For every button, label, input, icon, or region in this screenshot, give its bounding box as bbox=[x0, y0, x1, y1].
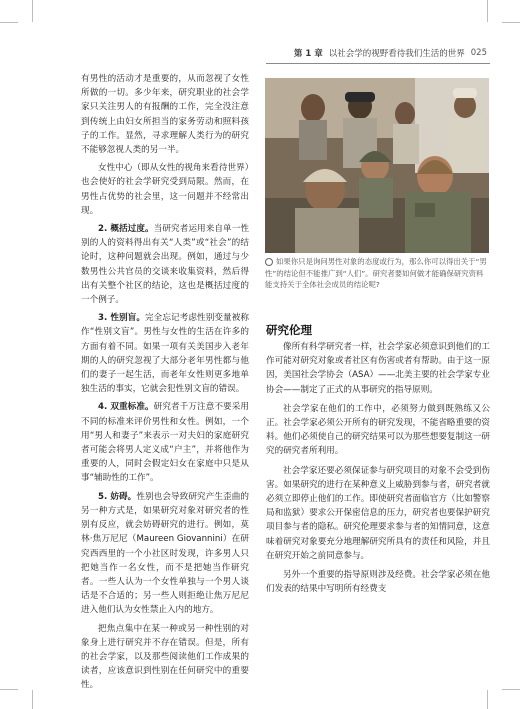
crop-mark bbox=[502, 22, 520, 23]
page-number: 025 bbox=[470, 48, 487, 58]
paragraph-text: 当研究者运用来自单一性别的人的资料得出有关“人类”或“社会”的结论时，这种问题就会出现。例如，通过与少数男性公共官员的交谈来收集资料，然后得出有关整个社区的结论，这也是概括过度的一个例子。 bbox=[81, 224, 249, 306]
crop-mark bbox=[487, 0, 488, 22]
paragraph: 像所有科学研究者一样，社会学家必须意识到他们的工作可能对研究对象或者社区有伤害或者有帮助。由于这一原因，美国社会学协会（ASA）——北美主要的社会学家专业协会——制定了正式的从事研究的指导原则。 bbox=[266, 342, 490, 395]
term-gender-blindness: 3. 性别盲。 bbox=[98, 313, 145, 324]
right-column bbox=[266, 340, 490, 601]
term-overgeneralization: 2. 概括过度。 bbox=[98, 224, 154, 235]
paragraph: 社会学家在他们的工作中，必须努力做到既熟练又公正。社会学家必须公开所有的研究发现，不能省略重要的资料。他们必须使自己的研究结果可以为那些想要复制这一研究的研究者所利用。 bbox=[266, 403, 490, 457]
caption-text: 如果你只是询问男性对象的态度或行为，那么你可以得出关于“男性”的结论但不能推广到“人们”。研究者要如何做才能确保研究资料能支持关于全体社会成员的结论呢? bbox=[265, 257, 487, 290]
chapter-title: 以社会学的视野看待我们生活的世界 bbox=[328, 49, 465, 59]
crop-mark bbox=[0, 22, 18, 23]
paragraph-text: 性别也会导致研究产生歪曲的另一种方式是，如果研究对象对研究者的性别有反应，就会妨碍研究的进行。例如，莫林·焦万尼尼（Maureen Giovannini）在研究西西里的一个小社区时发现，许多男人只把她当作一名女性，而不是把她当作研究者。一些人认为一个女性单独与一个男人谈话是不合适的；另一些人则拒绝让焦万尼尼进入他们认为女性禁止入内的地方。 bbox=[81, 491, 249, 616]
paragraph bbox=[81, 222, 249, 307]
paragraph bbox=[81, 311, 249, 396]
section-title: 研究伦理 bbox=[266, 323, 312, 337]
photo-soldiers-and-villagers bbox=[265, 78, 489, 253]
chapter-label: 第 1 章 bbox=[293, 49, 323, 59]
paragraph-text: 完全忘记考虑性别变量被称作“性别文盲”。男性与女性的生活在许多的方面有着不同。如果一项有关美国步入老年期的人的研究忽视了大部分老年男性都与他们的妻子一起生活，而老年女性则更多地单独生活的事实，它就会犯性别文盲的错误。 bbox=[81, 313, 249, 395]
paragraph bbox=[81, 490, 249, 618]
crop-mark bbox=[0, 689, 18, 690]
paragraph: 把焦点集中在某一种或另一种性别的对象身上进行研究并不存在错误。但是，所有的社会学家，以及那些阅读他们工作成果的读者，应该意识到性别在任何研究中的重要性。 bbox=[81, 623, 249, 691]
paragraph: 有男性的活动才是重要的，从而忽视了女性所做的一切。多少年来，研究职业的社会学家只关注男人的有报酬的工作，完全没注意到传统上由妇女所担当的家务劳动和照料孩子的工作。显然，寻求理解人类行为的研究不能够忽视人类的另一半。 bbox=[81, 74, 249, 156]
left-column bbox=[81, 72, 249, 697]
crop-mark bbox=[32, 690, 33, 709]
crop-mark bbox=[502, 689, 520, 690]
paragraph bbox=[81, 400, 249, 485]
photo-illustration bbox=[265, 78, 489, 253]
term-double-standard: 4. 双重标准。 bbox=[98, 402, 154, 413]
photo-caption bbox=[265, 256, 489, 291]
crop-mark bbox=[487, 690, 488, 709]
crop-mark bbox=[32, 0, 33, 22]
header-rule bbox=[266, 63, 490, 64]
term-interference: 5. 妨碍。 bbox=[98, 491, 137, 502]
paragraph: 社会学家还要必须保证参与研究项目的对象不会受到伤害。如果研究的进行在某种意义上威胁到参与者，研究者就必须立即停止他们的工作。即使研究者面临官方（比如警察局和监狱）要求公开保密信息的压力，研究者也要保护研究项目参与者的隐私。研究伦理要求参与者的知情同意，这意味着研究对象要充分地理解研究所具有的责任和风险，并且在研究开始之前同意参与。 bbox=[266, 465, 490, 561]
caption-bullet-icon bbox=[265, 258, 273, 266]
paragraph-text: 研究者千万注意不要采用不同的标准来评价男性和女性。例如，一个用“男人和妻子”来表示一对夫妇的家庭研究者可能会将男人定义成“户主”，并将他作为重要的人，同时会假定妇女在家庭中只是从事“辅助性的工作”。 bbox=[81, 402, 249, 484]
paragraph: 女性中心（即从女性的视角来看待世界）也会使好的社会学研究受到局限。然而，在男性占优势的社会里，这一问题并不经常出现。 bbox=[81, 163, 249, 216]
running-header bbox=[269, 46, 487, 60]
paragraph: 另外一个重要的指导原则涉及经费。社会学家必须在他们发表的结果中写明所有经费支 bbox=[266, 570, 490, 595]
